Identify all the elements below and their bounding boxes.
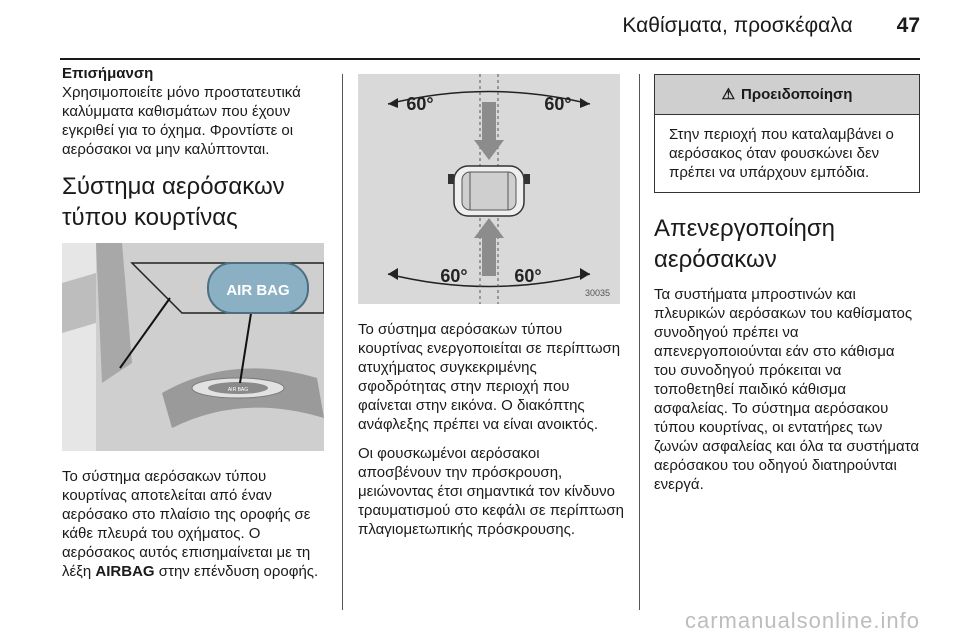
curtain-body xyxy=(62,467,328,581)
column-divider-2 xyxy=(639,74,640,610)
angle-top-left: 60° xyxy=(406,94,434,114)
angle-bottom-right: 60° xyxy=(514,266,542,286)
airbag-badge-text: AIR BAG xyxy=(226,282,290,299)
watermark: carmanualsonline.info xyxy=(684,608,920,633)
angle-bottom-left: 60° xyxy=(440,266,468,286)
header-title: Καθίσματα, προσκέφαλα xyxy=(622,14,853,37)
column-divider-1 xyxy=(342,74,343,610)
warning-header xyxy=(655,75,919,115)
figure-number: 30035 xyxy=(584,288,610,298)
warning-text: Στην περιοχή που καταλαμβάνει ο αερόσακος όταν φουσκώνει δεν πρέπει να υπάρχουν εμπόδια. xyxy=(669,126,894,181)
column-2 xyxy=(358,64,624,549)
section-title-curtain-airbag: Σύστημα αερόσακων τύπου κουρτίνας xyxy=(62,173,285,231)
airbag-small-label: AIR BAG xyxy=(227,387,249,393)
warning-title: Προειδοποίηση xyxy=(741,86,853,103)
curtain-zone-illustration xyxy=(358,74,620,304)
curtain-body-text: Το σύστημα αερόσακων τύπου κουρτίνας αποτελείται από έναν αερόσακο στο πλαίσιο της οροφής σε κάθε πλευρά του οχήματος. Ο αερόσακος αυτός επισημαίνεται με τη λέξη xyxy=(62,468,311,580)
header-rule xyxy=(60,58,920,60)
airbag-headliner-illustration xyxy=(62,243,324,451)
protection-paragraph: Οι φουσκωμένοι αερόσακοι αποσβένουν την πρόσκρουση, μειώνοντας έτσι σημαντικά τον κίνδυνο τραυματισμού στο κεφάλι σε περίπτωση πλαγιομετωπικής πρόσκρουσης. xyxy=(358,445,624,538)
deactivation-body: Τα συστήματα μπροστινών και πλευρικών αερόσακων του καθίσματος συνοδηγού πρέπει να απενεργοποιούνται εάν στο κάθισμα του συνοδηγού πρόκειται να τοποθετηθεί παιδικό κάθισμα ασφαλείας. Το σύστημα αερόσακου τύπου κουρτίνας, οι εντατήρες των ζωνών ασφαλείας και όλα τα συστήματα αερόσακου του οδηγού διατηρούνται ενεργά. xyxy=(654,286,920,493)
warning-icon: ⚠ xyxy=(721,86,736,103)
section-title-deactivation: Απενεργοποίηση αερόσακων xyxy=(654,215,836,273)
column-1 xyxy=(62,64,328,591)
activation-paragraph: Το σύστημα αερόσακων τύπου κουρτίνας ενεργοποιείται σε περίπτωση ατυχήματος συγκεκριμένης σφοδρότητας στην περιοχή που φαίνεται στην εικόνα. Ο διακόπτης ανάφλεξης πρέπει να είναι ανοικτός. xyxy=(358,321,621,433)
warning-box xyxy=(654,74,920,193)
column-3 xyxy=(654,64,920,504)
airbag-label: AIRBAG xyxy=(95,563,155,580)
note-text: Χρησιμοποιείτε μόνο προστατευτικά καλύμματα καθισμάτων που έχουν εγκριθεί για το όχημα. Φροντίστε οι αερόσακοι να μην καλύπτονται. xyxy=(62,84,301,158)
page-number: 47 xyxy=(896,14,920,37)
curtain-body-tail: στην επένδυση οροφής. xyxy=(154,563,319,580)
curtain-zone-diagram xyxy=(358,74,620,304)
angle-top-right: 60° xyxy=(544,94,572,114)
note-title: Επισήμανση xyxy=(62,65,154,82)
page-header xyxy=(622,14,920,38)
airbag-headliner-image xyxy=(62,243,324,451)
